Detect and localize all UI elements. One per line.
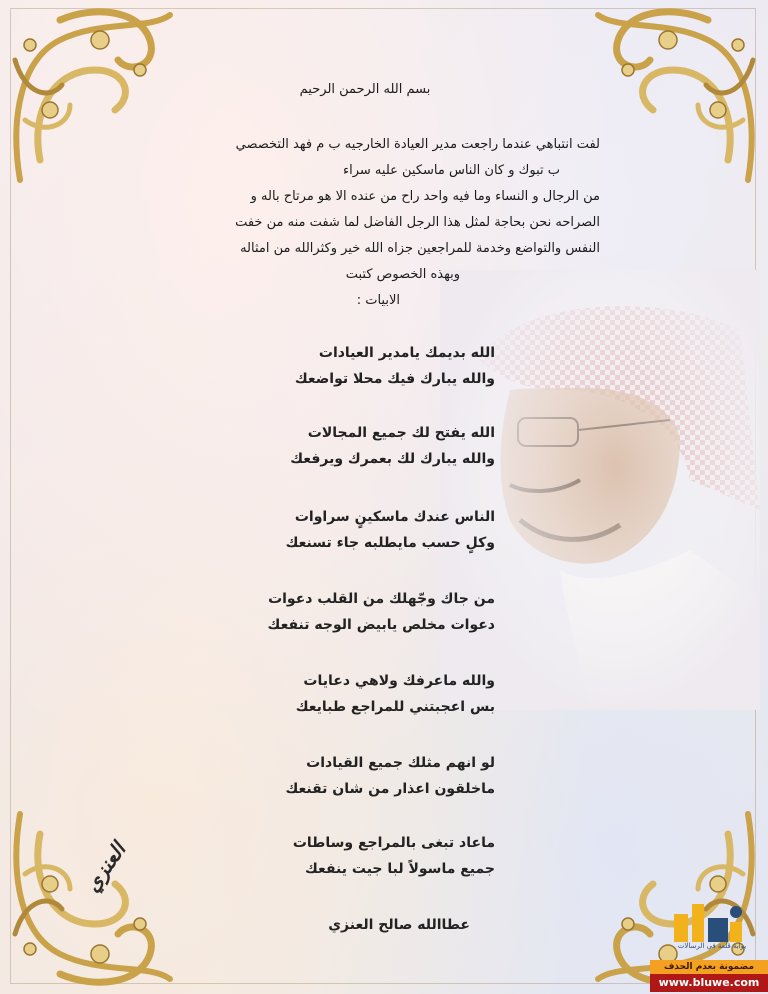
verse-line: والله يبارك لك بعمرك ويرفعك — [290, 451, 495, 467]
verse-line: والله يبارك فيك محلا تواضعك — [294, 371, 495, 387]
ornament-corner-top-right — [578, 0, 768, 190]
watermark-url[interactable]: www.bluwe.com — [650, 974, 768, 992]
intro-line: من الرجال و النساء وما فيه واحد راح من عنده الا هو مرتاح باله و — [250, 189, 600, 204]
site-watermark — [650, 900, 768, 994]
intro-line: النفس والتواضع وخدمة للمراجعين جزاه الله خير وكثرالله من امثاله — [240, 241, 600, 256]
intro-line: وبهذه الخصوص كتبت — [345, 267, 460, 282]
verse-line: من جاك وجّهلك من القلب دعوات — [268, 591, 495, 607]
basmala: بسم الله الرحمن الرحيم — [299, 82, 431, 97]
verse-line: الله يفتح لك جميع المجالات — [307, 425, 495, 441]
intro-line: الصراحه نحن بحاجة لمثل هذا الرجل الفاضل لما شفت منه من خفت — [235, 215, 600, 230]
verse-line: والله ماعرفك ولاهي دعايات — [303, 673, 495, 689]
verse-line: ماخلقون اعذار من شان تقنعك — [285, 781, 495, 797]
verse-line: الله بديمك يامدير العيادات — [318, 345, 495, 361]
verse-line: ماعاد تبغى بالمراجع وساطات — [292, 835, 495, 851]
verse-line: بس اعجبتني للمراجع طبايعك — [295, 699, 495, 715]
verse-line: جميع ماسولاً لبا جيت ينفعك — [305, 861, 495, 877]
watermark-tagline: بوابة قلعة في الرسالات — [677, 942, 747, 950]
site-logo-icon — [664, 900, 754, 944]
verse-line: لو انهم مثلك جميع القيادات — [306, 755, 495, 771]
verse-line: دعوات مخلص يابيض الوجه تنفعك — [267, 617, 495, 633]
verse-line: وكلٍ حسب مايطلبه جاء تسنعك — [285, 535, 495, 551]
author-name: عطاالله صالح العنزي — [328, 917, 470, 933]
author-signature: العنزي — [79, 838, 131, 897]
portrait-photo — [440, 270, 760, 710]
verses-label: الابيات : — [356, 293, 400, 308]
intro-line: لفت انتباهي عندما راجعت مدير العيادة الخارجيه ب م فهد التخصصي — [235, 137, 600, 152]
watermark-guarantee: مضمونة بعدم الحذف — [650, 960, 768, 974]
verse-line: الناس عندك ماسكينٍ سراوات — [294, 509, 495, 525]
intro-line: ب تبوك و كان الناس ماسكين عليه سراء — [343, 163, 560, 178]
